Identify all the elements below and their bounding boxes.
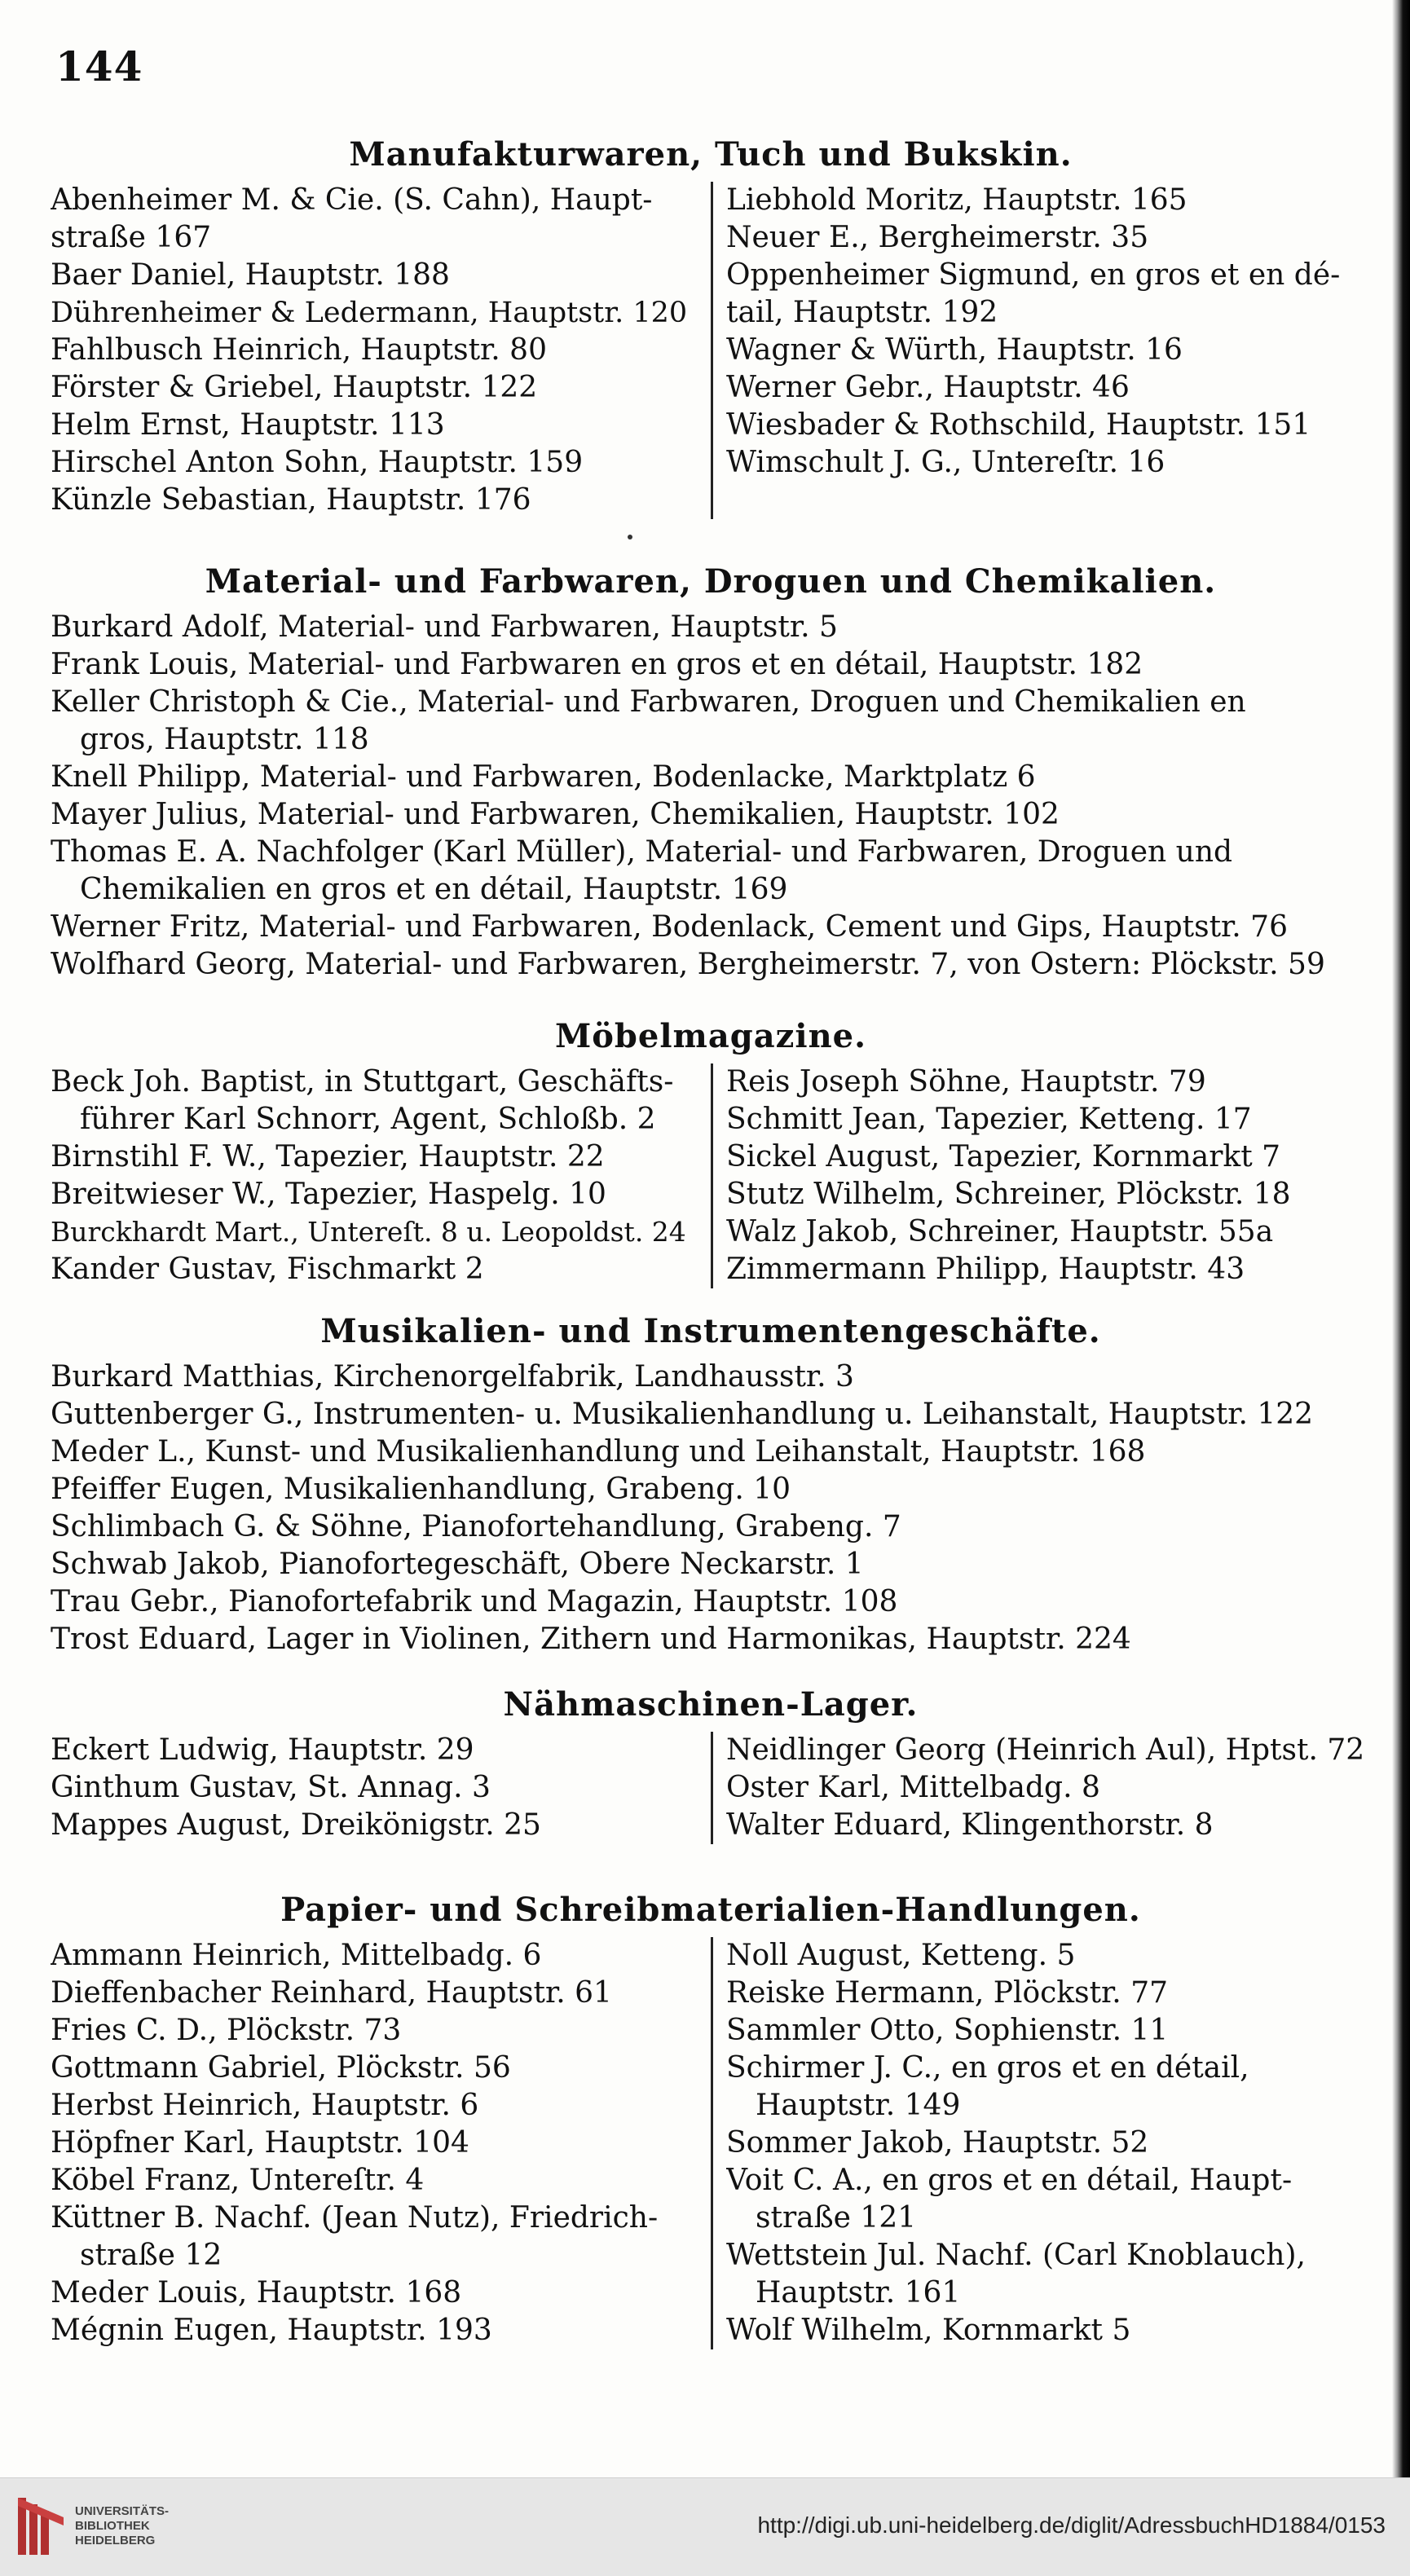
list-item: Schwab Jakob, Pianofortegeschäft, Obere Neckarstr. 1 xyxy=(51,1548,864,1581)
list-item: Mappes August, Dreikönigstr. 25 xyxy=(51,1808,541,1842)
list-item: Oster Karl, Mittelbadg. 8 xyxy=(726,1771,1100,1804)
list-item: Burkard Adolf, Material- und Farbwaren, Hauptstr. 5 xyxy=(51,610,838,644)
section-papier xyxy=(51,1891,1371,2349)
list-item: Schirmer J. C., en gros et en détail, xyxy=(726,2051,1249,2085)
list-item: Knell Philipp, Material- und Farbwaren, Bodenlacke, Marktplatz 6 xyxy=(51,760,1036,794)
list-item: Wimschult J. G., Untereſtr. 16 xyxy=(726,446,1165,479)
list-item: Schlimbach G. & Söhne, Pianofortehandlung, Grabeng. 7 xyxy=(51,1510,901,1543)
list-item: Sammler Otto, Sophienstr. 11 xyxy=(726,2014,1169,2047)
page-number: 144 xyxy=(55,42,143,90)
list-item: Zimmermann Philipp, Hauptstr. 43 xyxy=(726,1253,1245,1286)
list-item: Ammann Heinrich, Mittelbadg. 6 xyxy=(51,1939,542,1972)
list-item: Voit C. A., en gros et en détail, Haupt- xyxy=(726,2164,1293,2197)
university-library-logo-icon xyxy=(15,2493,67,2561)
section-heading: Möbelmagazine. xyxy=(554,1017,867,1055)
list-item: Werner Gebr., Hauptstr. 46 xyxy=(726,371,1130,404)
list-item: Pfeiffer Eugen, Musikalienhandlung, Grabeng. 10 xyxy=(51,1473,791,1506)
list-item: Walter Eduard, Klingenthorstr. 8 xyxy=(726,1808,1214,1842)
list-item: Reis Joseph Söhne, Hauptstr. 79 xyxy=(726,1065,1206,1099)
list-item: Meder Louis, Hauptstr. 168 xyxy=(51,2276,462,2310)
list-item: Sickel August, Tapezier, Kornmarkt 7 xyxy=(726,1140,1281,1174)
list-item: Trau Gebr., Pianofortefabrik und Magazin, Hauptstr. 108 xyxy=(51,1585,898,1618)
list-item: Abenheimer M. & Cie. (S. Cahn), Haupt- xyxy=(51,183,653,217)
list-item: Höpfner Karl, Hauptstr. 104 xyxy=(51,2126,469,2160)
list-item: Oppenheimer Sigmund, en gros et en dé- xyxy=(726,258,1341,292)
list-item: Breitwieser W., Tapezier, Haspelg. 10 xyxy=(51,1178,606,1211)
right-column xyxy=(711,1732,1371,1844)
list-item: gros, Hauptstr. 118 xyxy=(80,723,369,756)
list-item: Chemikalien en gros et en détail, Hauptstr. 169 xyxy=(80,873,788,906)
section-heading: Manufakturwaren, Tuch und Bukskin. xyxy=(349,135,1073,174)
list-item: Förster & Griebel, Hauptstr. 122 xyxy=(51,371,538,404)
list-item: Kander Gustav, Fischmarkt 2 xyxy=(51,1253,484,1286)
list-item: führer Karl Schnorr, Agent, Schloßb. 2 xyxy=(80,1103,656,1136)
list-item: Keller Christoph & Cie., Material- und Farbwaren, Droguen und Chemikalien en xyxy=(51,685,1246,719)
list-item: Burkard Matthias, Kirchenorgelfabrik, Landhausstr. 3 xyxy=(51,1360,854,1394)
section-heading: Papier- und Schreibmaterialien-Handlungen. xyxy=(280,1891,1141,1929)
section-heading: Material- und Farbwaren, Droguen und Chemikalien. xyxy=(205,562,1217,601)
list-item: Wolfhard Georg, Material- und Farbwaren, Bergheimerstr. 7, von Ostern: Plöckstr. 59 xyxy=(51,948,1325,981)
right-column xyxy=(711,1937,1371,2349)
list-item: Wiesbader & Rothschild, Hauptstr. 151 xyxy=(726,408,1311,442)
list-item: Werner Fritz, Material- und Farbwaren, Bodenlack, Cement und Gips, Hauptstr. 76 xyxy=(51,910,1288,944)
section-naehmaschinen xyxy=(51,1685,1371,1844)
list-item: Stutz Wilhelm, Schreiner, Plöckstr. 18 xyxy=(726,1178,1291,1211)
section-heading: Musikalien- und Instrumentengeschäfte. xyxy=(320,1312,1101,1350)
list-item: Wolf Wilhelm, Kornmarkt 5 xyxy=(726,2314,1131,2347)
list-item: Eckert Ludwig, Hauptstr. 29 xyxy=(51,1733,474,1767)
list-item: Birnstihl F. W., Tapezier, Hauptstr. 22 xyxy=(51,1140,605,1174)
list-item: Köbel Franz, Untereſtr. 4 xyxy=(51,2164,425,2197)
library-name xyxy=(75,2504,169,2548)
list-item: Hauptstr. 161 xyxy=(756,2276,961,2310)
list-item: Sommer Jakob, Hauptstr. 52 xyxy=(726,2126,1149,2160)
list-item: Dührenheimer & Ledermann, Hauptstr. 120 xyxy=(51,297,688,329)
footer-bar xyxy=(0,2477,1410,2576)
library-name-line: UNIVERSITÄTS- xyxy=(75,2504,170,2518)
list-item: Guttenberger G., Instrumenten- u. Musikalienhandlung u. Leihanstalt, Hauptstr. 122 xyxy=(51,1398,1314,1431)
list-item: Walz Jakob, Schreiner, Hauptstr. 55a xyxy=(726,1215,1274,1248)
section-manufakturwaren xyxy=(51,135,1371,519)
list-item: Neuer E., Bergheimerstr. 35 xyxy=(726,221,1149,254)
section-moebelmagazine xyxy=(51,1017,1371,1288)
list-item: Reiske Hermann, Plöckstr. 77 xyxy=(726,1976,1169,2010)
list-item: straße 12 xyxy=(80,2239,223,2272)
list-item: Schmitt Jean, Tapezier, Ketteng. 17 xyxy=(726,1103,1252,1136)
right-column xyxy=(711,1063,1371,1288)
list-item: Fahlbusch Heinrich, Hauptstr. 80 xyxy=(51,333,547,367)
list-item: straße 121 xyxy=(756,2201,917,2235)
list-item: Baer Daniel, Hauptstr. 188 xyxy=(51,258,450,292)
list-item: Thomas E. A. Nachfolger (Karl Müller), Material- und Farbwaren, Droguen und xyxy=(51,835,1233,869)
section-materialwaren xyxy=(51,562,1371,984)
left-column xyxy=(51,1732,711,1844)
list-item: Hauptstr. 149 xyxy=(756,2089,961,2122)
list-item: Gottmann Gabriel, Plöckstr. 56 xyxy=(51,2051,511,2085)
right-column xyxy=(711,182,1371,519)
list-item: Helm Ernst, Hauptstr. 113 xyxy=(51,408,445,442)
library-name-line: BIBLIOTHEK xyxy=(75,2519,150,2533)
list-item: Fries C. D., Plöckstr. 73 xyxy=(51,2014,402,2047)
list-item: Hirschel Anton Sohn, Hauptstr. 159 xyxy=(51,446,584,479)
list-item: Mégnin Eugen, Hauptstr. 193 xyxy=(51,2314,492,2347)
left-column xyxy=(51,182,711,519)
section-heading: Nähmaschinen-Lager. xyxy=(503,1685,919,1724)
list-item: Noll August, Ketteng. 5 xyxy=(726,1939,1076,1972)
list-item: Meder L., Kunst- und Musikalienhandlung und Leihanstalt, Hauptstr. 168 xyxy=(51,1435,1146,1469)
list-item: Herbst Heinrich, Hauptstr. 6 xyxy=(51,2089,479,2122)
print-speck xyxy=(628,535,632,539)
library-name-line: HEIDELBERG xyxy=(75,2534,156,2547)
list-item: Wettstein Jul. Nachf. (Carl Knoblauch), xyxy=(726,2239,1306,2272)
section-musikalien xyxy=(51,1312,1371,1658)
list-item: Beck Joh. Baptist, in Stuttgart, Geschäfts- xyxy=(51,1065,674,1099)
list-item: Burckhardt Mart., Untereſt. 8 u. Leopoldst. 24 xyxy=(51,1216,686,1248)
list-item: Trost Eduard, Lager in Violinen, Zithern und Harmonikas, Hauptstr. 224 xyxy=(51,1623,1131,1656)
list-item: Dieffenbacher Reinhard, Hauptstr. 61 xyxy=(51,1976,612,2010)
left-column xyxy=(51,1937,711,2349)
list-item: Liebhold Moritz, Hauptstr. 165 xyxy=(726,183,1187,217)
list-item: Neidlinger Georg (Heinrich Aul), Hptst. 72 xyxy=(726,1733,1365,1767)
list-item: Frank Louis, Material- und Farbwaren en gros et en détail, Hauptstr. 182 xyxy=(51,648,1143,681)
list-item: Mayer Julius, Material- und Farbwaren, Chemikalien, Hauptstr. 102 xyxy=(51,798,1060,831)
list-item: Künzle Sebastian, Hauptstr. 176 xyxy=(51,483,531,517)
page-binding-edge xyxy=(1392,0,1410,2477)
list-item: straße 167 xyxy=(51,221,212,254)
list-item: Ginthum Gustav, St. Annag. 3 xyxy=(51,1771,491,1804)
left-column xyxy=(51,1063,711,1288)
list-item: Wagner & Würth, Hauptstr. 16 xyxy=(726,333,1183,367)
list-item: tail, Hauptstr. 192 xyxy=(726,296,998,329)
source-url-link[interactable]: http://digi.ub.uni-heidelberg.de/diglit/AdressbuchHD1884/0153 xyxy=(757,2512,1386,2538)
list-item: Küttner B. Nachf. (Jean Nutz), Friedrich- xyxy=(51,2201,659,2235)
